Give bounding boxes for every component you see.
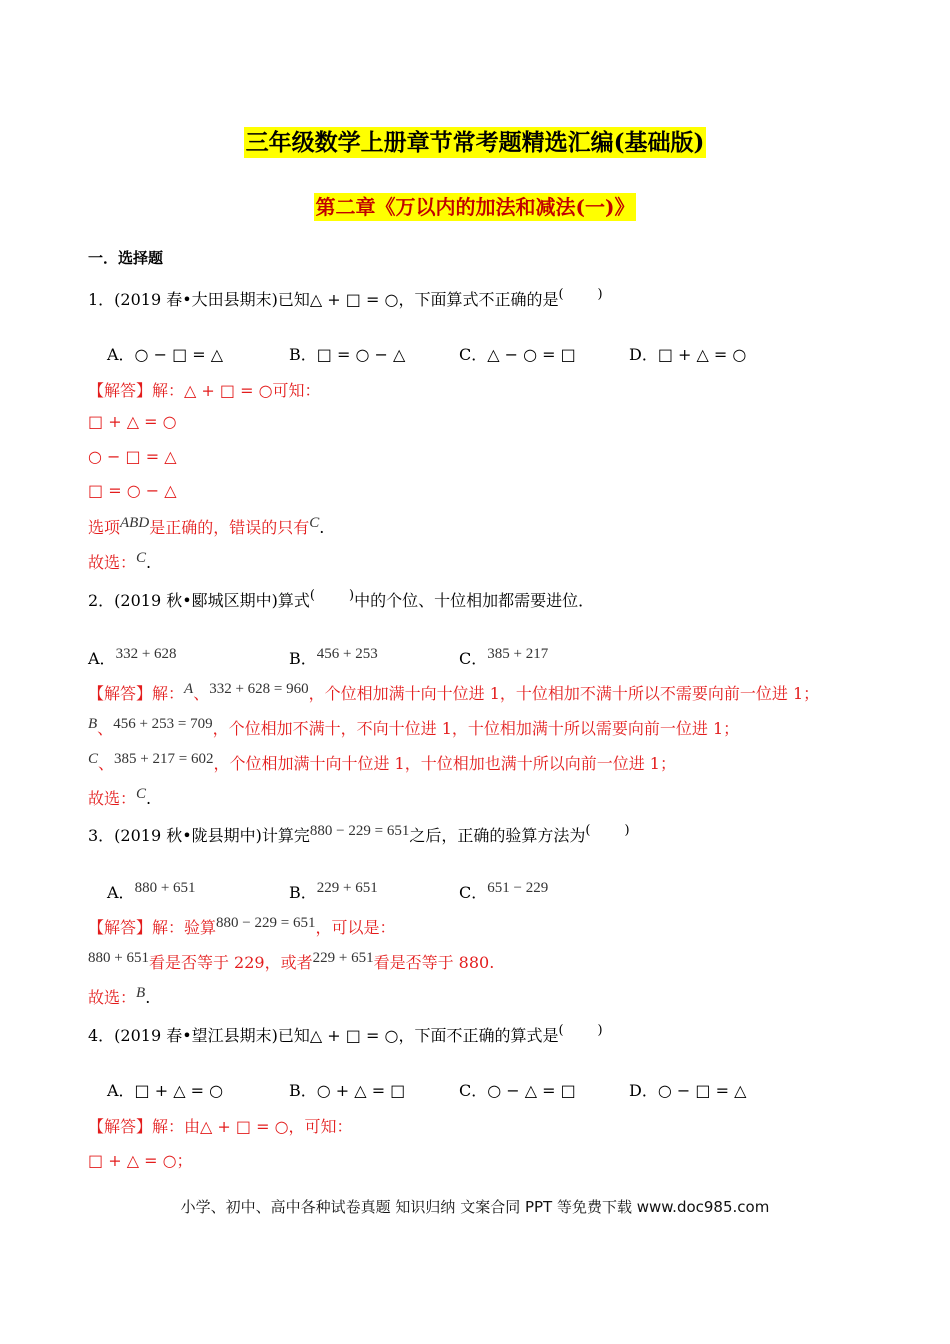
q2-stem: 2．(2019 秋•郾城区期中)算式( )中的个位、十位相加都需要进位． xyxy=(88,588,595,610)
q2-option-b: B．456 + 253 xyxy=(289,646,378,668)
q4-option-b: B．○ + △ = □ xyxy=(289,1081,406,1100)
q4-option-d: D．○ − □ = △ xyxy=(629,1081,747,1100)
q4-answer: 【解答】解：由△ + □ = ○，可知： xyxy=(88,1117,353,1136)
q1-option-a: A．○ − □ = △ xyxy=(107,345,224,364)
q4-option-c: C．○ − △ = □ xyxy=(459,1081,576,1100)
q2-option-a: A．332 + 628 xyxy=(88,646,177,668)
q1-answer-line-1: □ + △ = ○ xyxy=(88,412,177,431)
q1-option-c: C．△ − ○ = □ xyxy=(459,345,576,364)
q1-answer-line-3: □ = ○ − △ xyxy=(88,481,177,500)
q1-option-b: B．□ = ○ − △ xyxy=(289,345,406,364)
q3-final: 故选：B. xyxy=(88,985,151,1007)
q4-stem: 4．(2019 春•望江县期末)已知△ + □ = ○，下面不正确的算式是( ) xyxy=(88,1023,603,1045)
q1-conclusion: 选项ABD是正确的，错误的只有C. xyxy=(88,515,325,537)
q3-stem: 3．(2019 秋•陇县期中)计算完880 − 229 = 651之后，正确的验算方法为( ) xyxy=(88,823,630,845)
q2-answer-row-a: 【解答】解：A、332 + 628 = 960，个位相加满十向十位进 1，十位相加不满十所以不需要向前一位进 1； xyxy=(88,681,820,703)
q2-answer-row-c: C、385 + 217 = 602，个位相加满十向十位进 1，十位相加也满十所以向前一位进 1； xyxy=(88,751,676,773)
q1-final: 故选：C. xyxy=(88,550,152,572)
q1-answer: 【解答】解：△ + □ = ○可知： xyxy=(88,381,321,400)
q2-answer-row-b: B、456 + 253 = 709，个位相加不满十，不向十位进 1，十位相加满十所以需要向前一位进 1； xyxy=(88,716,740,738)
q2-option-c: C．385 + 217 xyxy=(459,646,549,668)
page-footer: 小学、初中、高中各种试卷真题 知识归纳 文案合同 PPT 等免费下载 www.doc985.com xyxy=(180,1198,770,1216)
q1-answer-line-2: ○ − □ = △ xyxy=(88,447,177,466)
section-heading: 一．选择题 xyxy=(88,249,164,267)
chapter-subtitle: 第二章《万以内的加法和减法(一)》 xyxy=(315,195,635,219)
q4-option-a: A．□ + △ = ○ xyxy=(107,1081,224,1100)
q3-option-c: C．651 − 229 xyxy=(459,880,549,902)
q3-answer: 【解答】解：验算880 − 229 = 651，可以是： xyxy=(88,915,396,937)
q1-option-d: D．□ + △ = ○ xyxy=(629,345,747,364)
q3-option-a: A．880 + 651 xyxy=(107,880,196,902)
q3-answer-line-2: 880 + 651看是否等于 229，或者229 + 651看是否等于 880. xyxy=(88,950,495,972)
q3-option-b: B．229 + 651 xyxy=(289,880,378,902)
q1-stem: 1．(2019 春•大田县期末)已知△ + □ = ○，下面算式不正确的是( ) xyxy=(88,287,603,309)
q2-final: 故选：C. xyxy=(88,786,152,808)
q4-answer-line-1: □ + △ = ○； xyxy=(88,1151,193,1170)
document-title: 三年级数学上册章节常考题精选汇编(基础版) xyxy=(245,129,705,156)
